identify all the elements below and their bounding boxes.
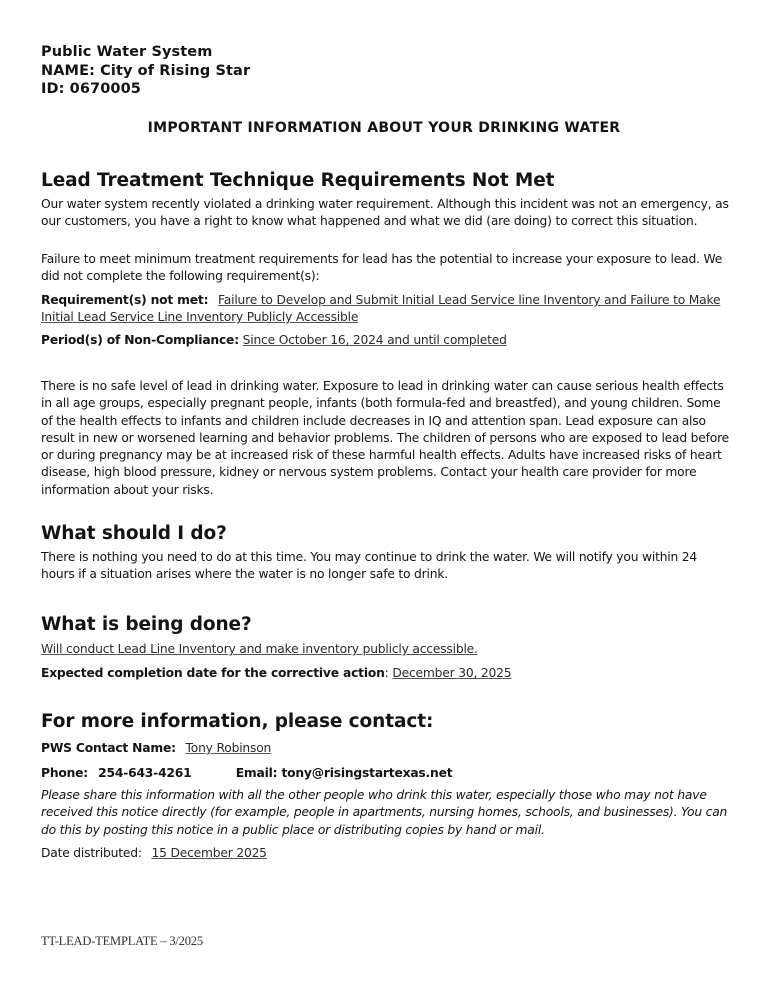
period-value: Since October 16, 2024 and until completed [242, 333, 507, 347]
completion-field [41, 665, 741, 682]
completion-colon: : [384, 666, 389, 680]
date-distributed-field [41, 845, 741, 862]
contact-details [41, 765, 741, 782]
violation-intro: Our water system recently violated a drinking water requirement. Although this incident was not an emergency, as our customers, you have a right to know what happened and what we did (are doing) to correct this situation. [41, 197, 729, 229]
corrective-action-value: Will conduct Lead Line Inventory and make inventory publicly accessible. [41, 642, 478, 656]
pws-header [41, 43, 250, 99]
health-effects-text: There is no safe level of lead in drinking water. Exposure to lead in drinking water can cause serious health effects in all age groups, especially pregnant people, infants (both formula-fed and breastfed), and young children. Some of the health effects to infants and children include decreases in IQ and attention span. Lead exposure can also result in new or worsened learning and behavior problems. The children of persons who are exposed to lead before or during pregnancy may be at increased risk of these harmful health effects. Adults have increased risks of heart disease, high blood pressure, kidney or nervous system problems. Contact your health care provider for more information about your risks. [41, 379, 730, 497]
contact-name-label: PWS Contact Name: [41, 741, 176, 755]
share-notice-text: Please share this information with all the other people who drink this water, especially those who may not have received this notice directly (for example, people in apartments, nursing homes, schools, and businesses). You can do this by posting this notice in a public place or distributing copies by hand or mail. [41, 788, 728, 837]
phone-value: 254-643-4261 [98, 766, 192, 780]
template-code: TT-LEAD-TEMPLATE – 3/2025 [41, 934, 203, 948]
completion-value: December 30, 2025 [392, 666, 512, 680]
requirement-label: Requirement(s) not met: [41, 293, 209, 307]
requirement-value: Failure to Develop and Submit Initial Lead Service line Inventory and Failure to Make Initial Lead Service Line Inventory Publicly Accessible [41, 293, 721, 325]
pws-system-label: Public Water System [41, 44, 213, 60]
period-field [41, 332, 741, 349]
email-value: tony@risingstartexas.net [281, 766, 453, 780]
notice-title: IMPORTANT INFORMATION ABOUT YOUR DRINKING WATER [147, 120, 621, 136]
corrective-action [41, 641, 741, 658]
phone-label: Phone: [41, 766, 89, 780]
contact-heading: For more information, please contact: [41, 711, 434, 732]
email-label: Email: [235, 766, 278, 780]
pws-id: ID: 0670005 [41, 81, 142, 97]
pws-name: NAME: City of Rising Star [41, 62, 251, 79]
contact-name-value: Tony Robinson [185, 741, 272, 755]
violation-heading: Lead Treatment Technique Requirements Not Met [41, 170, 555, 191]
period-label: Period(s) of Non-Compliance: [41, 333, 239, 347]
what-to-do-text: There is nothing you need to do at this time. You may continue to drink the water. We will notify you within 24 hours if a situation arises where the water is no longer safe to drink. [41, 550, 698, 582]
being-done-heading: What is being done? [41, 614, 252, 635]
contact-name-field [41, 740, 741, 757]
what-to-do-heading: What should I do? [41, 523, 227, 544]
date-distributed-label: Date distributed: [41, 846, 142, 860]
date-distributed-value: 15 December 2025 [151, 846, 267, 860]
failure-text: Failure to meet minimum treatment requirements for lead has the potential to increase your exposure to lead. We did not complete the following requirement(s): [41, 252, 723, 284]
requirement-field [41, 292, 721, 327]
completion-label: Expected completion date for the corrective action [41, 666, 385, 680]
